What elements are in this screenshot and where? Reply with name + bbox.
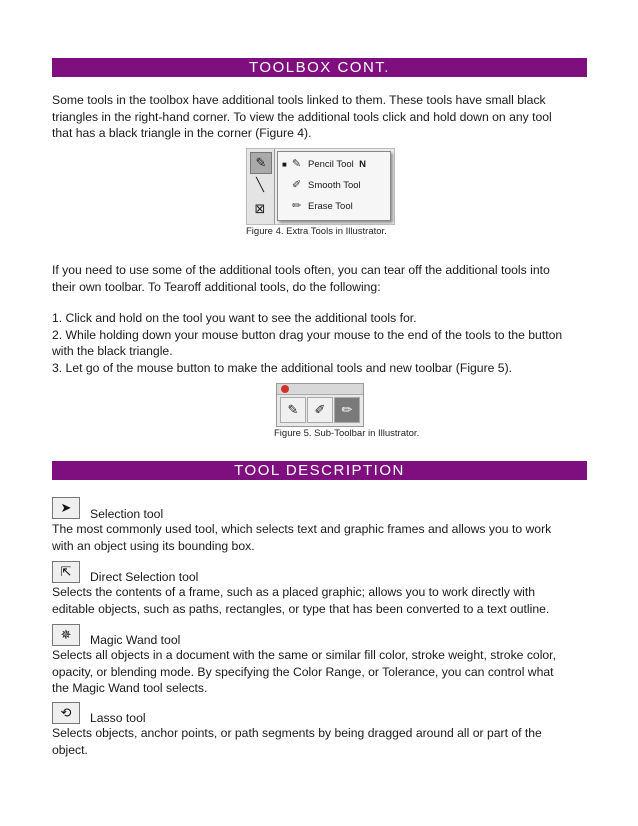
menu-item-smooth-tool[interactable]: ✐ Smooth Tool [282, 176, 361, 194]
lasso-icon: ⟲ [52, 702, 80, 724]
menu-item-pencil-tool[interactable]: ■ ✎ Pencil Tool N [282, 155, 366, 173]
figure-5-caption: Figure 5. Sub-Toolbar in Illustrator. [274, 428, 420, 439]
tool-title-direct-selection: Direct Selection tool [90, 570, 199, 584]
rectangle-frame-tool-icon: ⊠ [254, 201, 266, 216]
tool-title-magic-wand: Magic Wand tool [90, 633, 181, 647]
erase-icon: ✏ [292, 200, 302, 212]
tool-title-lasso: Lasso tool [90, 711, 146, 725]
toolbox-column [247, 149, 275, 224]
smooth-icon: ✐ [307, 397, 333, 423]
direct-selection-icon: ⇱ [52, 561, 80, 583]
erase-icon: ✏ [334, 397, 360, 423]
magic-wand-icon: ✵ [52, 624, 80, 646]
line-tool-icon: ╲ [256, 177, 264, 192]
close-icon [281, 385, 289, 393]
section-heading-tool-description: TOOL DESCRIPTION [52, 461, 587, 480]
selected-bullet-icon: ■ [282, 160, 287, 169]
selection-arrow-icon: ➤ [52, 497, 80, 519]
section-heading-toolbox-cont: TOOLBOX CONT. [52, 58, 587, 77]
smooth-icon: ✐ [292, 179, 302, 191]
figure-4-extra-tools-image [246, 148, 395, 225]
menu-item-erase-tool[interactable]: ✏ Erase Tool [282, 197, 353, 215]
tool-desc-direct-selection: Selects the contents of a frame, such as a placed graphic; allows you to work directly with editable objects, such as paths, rectangles, or type that has been converted to a text outline. [52, 585, 550, 616]
tool-desc-magic-wand: Selects all objects in a document with the same or similar fill color, stroke weight, stroke color, opacity, or blending mode. By specifying the Color Range, or Tolerance, you can control what the Magic Wand tool selects. [52, 648, 556, 695]
tearoff-paragraph: If you need to use some of the additional tools often, you can tear off the additional tools into their own toolbar. To Tearoff additional tools, do the following: [52, 263, 550, 294]
palette-titlebar [277, 384, 363, 395]
tool-desc-selection: The most commonly used tool, which selects text and graphic frames and allows you to work with an object using its bounding box. [52, 522, 552, 553]
pencil-icon: ✎ [280, 397, 306, 423]
pencil-icon: ✎ [292, 158, 302, 170]
intro-paragraph: Some tools in the toolbox have additional tools linked to them. These tools have small black triangles in the right-hand corner. To view the additional tools click and hold down on any tool that has a black triangle in the corner (Figure 4). [52, 93, 552, 140]
tool-desc-lasso: Selects objects, anchor points, or path segments by being dragged around all or part of the object. [52, 726, 542, 757]
figure-5-sub-toolbar-image [276, 383, 364, 427]
tool-title-selection: Selection tool [90, 507, 164, 521]
flyout-tool-menu [277, 151, 391, 221]
figure-4-caption: Figure 4. Extra Tools in Illustrator. [246, 226, 387, 237]
pencil-tool-icon: ✎ [250, 152, 272, 174]
tearoff-steps: 1. Click and hold on the tool you want to see the additional tools for. 2. While holding down your mouse button drag your mouse to the end of the tools to the button with the black triangle. 3. Let go of the mouse button to make the additional tools and new toolbar (Figure 5). [52, 311, 563, 375]
